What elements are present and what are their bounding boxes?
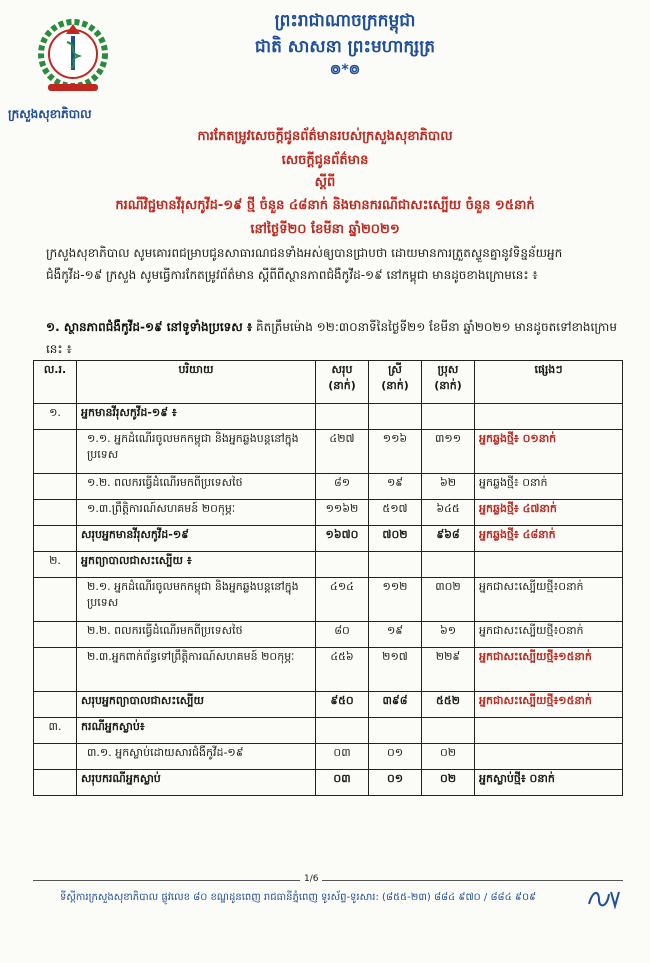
doc-title-regarding: ស្តីពី — [314, 175, 336, 190]
motto: ជាតិ សាសនា ព្រះមហាក្សត្រ — [254, 37, 436, 57]
row-total: ៤៥៦ — [316, 648, 369, 692]
row-female: ៧០២ — [369, 526, 422, 552]
row-description: អ្នកមានវីរុសកូវីដ-១៩ ៖ — [77, 404, 316, 430]
row-no — [34, 578, 77, 622]
row-female: ២១៧ — [369, 648, 422, 692]
row-female: ១១២ — [369, 578, 422, 622]
row-description: ករណីអ្នកស្លាប់៖ — [77, 718, 316, 744]
table-row — [34, 718, 623, 744]
col-total: សរុប (នាក់) — [316, 361, 369, 404]
row-no — [34, 500, 77, 526]
row-female — [369, 552, 422, 578]
footer-address: ទីស្តីការក្រសួងសុខាភិបាល ផ្លូវលេខ ៨០ ខណ្ឌដូនពេញ រាជធានីភ្នំពេញ ទូរស័ព្ទ-ទូរសារ: (៨៥៥-២៣) ៨៨៤ ៩៧០ / ៨៨៤ ៩០៩ — [60, 892, 537, 903]
row-female: ៥១៧ — [369, 500, 422, 526]
doc-title-correction: ការកែតម្រូវសេចក្តីជូនព័ត៌មានរបស់ក្រសួងសុខាភិបាល — [197, 129, 453, 144]
row-note: អ្នកជាសះស្បើយថ្មី៖០នាក់ — [475, 578, 623, 622]
row-description: ១.២. ពលករធ្វើដំណើរមកពីប្រទេសថៃ — [77, 474, 316, 500]
row-female: ០១ — [369, 770, 422, 796]
row-note: អ្នកឆ្លងថ្មី៖ ៤៨នាក់ — [475, 526, 623, 552]
row-total: ១៦៧០ — [316, 526, 369, 552]
doc-title-press-release: សេចក្តីជូនព័ត៌មាន — [281, 153, 369, 168]
row-description: ២.៣.អ្នកពាក់ព័ន្ធទៅព្រឹត្តិការណ៍សហគមន៍ ២០កុម្ភៈ — [77, 648, 316, 692]
row-female: ១៩ — [369, 622, 422, 648]
row-male: ៥៥២ — [422, 692, 475, 718]
table-row — [34, 692, 623, 718]
col-description: បរិយាយ — [77, 361, 316, 404]
col-male: ប្រុស (នាក់) — [422, 361, 475, 404]
row-no: ១. — [34, 404, 77, 430]
row-description: ២.១. អ្នកដំណើរចូលមកកម្ពុជា និងអ្នកឆ្លងបន្តនៅក្នុងប្រទេស — [77, 578, 316, 622]
table-row — [34, 622, 623, 648]
section-text: គិតត្រឹមម៉ោង ១២:៣០នាទីនៃថ្ងៃទី២១ ខែមីនា ឆ្នាំ២០២១ មានដូចតទៅខាងក្រោមនេះ ៖ — [46, 320, 617, 356]
row-female: ៣៩៨ — [369, 692, 422, 718]
table-row — [34, 430, 623, 474]
row-note — [475, 718, 623, 744]
row-male: ០២ — [422, 770, 475, 796]
row-total: ៨១ — [316, 474, 369, 500]
row-no — [34, 770, 77, 796]
doc-title-date: នៅថ្ងៃទី២០ ខែមីនា ឆ្នាំ២០២១ — [250, 222, 400, 237]
row-note: អ្នកស្លាប់ថ្មី៖ ០នាក់ — [475, 770, 623, 796]
col-no: ល.រ. — [34, 361, 77, 404]
row-no: ៣. — [34, 718, 77, 744]
row-female — [369, 404, 422, 430]
row-description: សរុបអ្នកព្យាបាលជាសះស្បើយ — [77, 692, 316, 718]
row-female: ១៩ — [369, 474, 422, 500]
intro-paragraph: ក្រសួងសុខាភិបាល សូមគោរពជម្រាបជូនសាធារណជនទាំងអស់ឲ្យបានជ្រាបថា ដោយមានការត្រួតស្ទួនគ្នានូវទិន្នន័យអ្នកជំងឺកូវីដ-១៩ ក្រសួង សូមធ្វើការកែតម្រូវព័ត៌មាន ស្តីពីពីស្ថានភាពជំងឺកូវីដ-១៩ នៅកម្ពុជា មានដូចខាងក្រោមនេះ ៖ — [46, 246, 563, 282]
row-no — [34, 622, 77, 648]
table-row — [34, 770, 623, 796]
row-description: ២.២. ពលករធ្វើដំណើរមកពីប្រទេសថៃ — [77, 622, 316, 648]
ministry-label: ក្រសួងសុខាភិបាល — [8, 107, 92, 121]
row-description: ១.១. អ្នកដំណើរចូលមកកម្ពុជា និងអ្នកឆ្លងបន្តនៅក្នុងប្រទេស — [77, 430, 316, 474]
row-male: ៣០២ — [422, 578, 475, 622]
row-female — [369, 718, 422, 744]
col-female: ស្រី (នាក់) — [369, 361, 422, 404]
row-note: អ្នកឆ្លងថ្មី៖ ៤៧នាក់ — [475, 500, 623, 526]
row-description: សរុបអ្នកមានវីរុសកូវីដ-១៩ — [77, 526, 316, 552]
row-female: ១១៦ — [369, 430, 422, 474]
table-row — [34, 526, 623, 552]
row-note: អ្នកឆ្លងថ្មី៖ ០១នាក់ — [475, 430, 623, 474]
footer-logo-icon — [585, 888, 621, 910]
page-number: 1/6 — [300, 874, 322, 884]
row-male: ៦៤៥ — [422, 500, 475, 526]
footer-divider — [33, 880, 623, 881]
row-male: ៩៦៨ — [422, 526, 475, 552]
table-row — [34, 648, 623, 692]
ornament: ៙*៙ — [329, 62, 361, 78]
row-note: អ្នកជាសះស្បើយថ្មី៖០នាក់ — [475, 622, 623, 648]
row-total — [316, 552, 369, 578]
row-no — [34, 744, 77, 770]
row-note: អ្នកឆ្លងថ្មី៖ ០នាក់ — [475, 474, 623, 500]
table-row — [34, 552, 623, 578]
table-row — [34, 500, 623, 526]
row-description: ១.៣.ព្រឹត្តិការណ៍សហគមន៍ ២០កុម្ភៈ — [77, 500, 316, 526]
row-no: ២. — [34, 552, 77, 578]
row-total: ០៣ — [316, 770, 369, 796]
row-no — [34, 526, 77, 552]
table-body — [34, 404, 623, 796]
row-male — [422, 718, 475, 744]
row-no — [34, 648, 77, 692]
ministry-logo — [30, 10, 116, 108]
row-note — [475, 404, 623, 430]
row-no — [34, 692, 77, 718]
row-description: អ្នកព្យាបាលជាសះស្បើយ ៖ — [77, 552, 316, 578]
row-description: ៣.១. អ្នកស្លាប់ដោយសារជំងឺកូវីដ-១៩ — [77, 744, 316, 770]
table-row — [34, 474, 623, 500]
row-female: ០១ — [369, 744, 422, 770]
section-heading: ១. ស្ថានភាពជំងឺកូវីដ-១៩ នៅទូទាំងប្រទេស ៖ — [46, 320, 253, 334]
row-no — [34, 474, 77, 500]
row-male — [422, 552, 475, 578]
row-note — [475, 552, 623, 578]
kingdom-title: ព្រះរាជាណាចក្រកម្ពុជា — [274, 11, 416, 31]
row-male: ៣១១ — [422, 430, 475, 474]
row-note — [475, 744, 623, 770]
col-other: ផ្សេងៗ — [475, 361, 623, 404]
table-row — [34, 404, 623, 430]
row-total: ៤១៤ — [316, 578, 369, 622]
table-header-row — [34, 361, 623, 404]
row-total: ០៣ — [316, 744, 369, 770]
row-description: សរុបករណីអ្នកស្លាប់ — [77, 770, 316, 796]
covid-stats-table — [33, 360, 623, 796]
row-total: ៤២៧ — [316, 430, 369, 474]
row-no — [34, 430, 77, 474]
row-male: ៦១ — [422, 622, 475, 648]
row-note: អ្នកជាសះស្បើយថ្មី៖១៥នាក់ — [475, 648, 623, 692]
section-1 — [46, 316, 621, 360]
row-total: ៨០ — [316, 622, 369, 648]
table-row — [34, 744, 623, 770]
row-total — [316, 404, 369, 430]
row-note: អ្នកជាសះស្បើយថ្មី៖១៥នាក់ — [475, 692, 623, 718]
row-male: ២២៩ — [422, 648, 475, 692]
row-male: ០២ — [422, 744, 475, 770]
row-total: ១១៦២ — [316, 500, 369, 526]
row-male: ៦២ — [422, 474, 475, 500]
row-male — [422, 404, 475, 430]
table-row — [34, 578, 623, 622]
row-total — [316, 718, 369, 744]
doc-title-subject: ករណីវិជ្ជមានវីរុសកូវីដ-១៩ ថ្មី ចំនួន ៤៨នាក់ និងមានករណីជាសះស្បើយ ចំនួន ១៥នាក់ — [115, 198, 535, 213]
row-total: ៩៥០ — [316, 692, 369, 718]
